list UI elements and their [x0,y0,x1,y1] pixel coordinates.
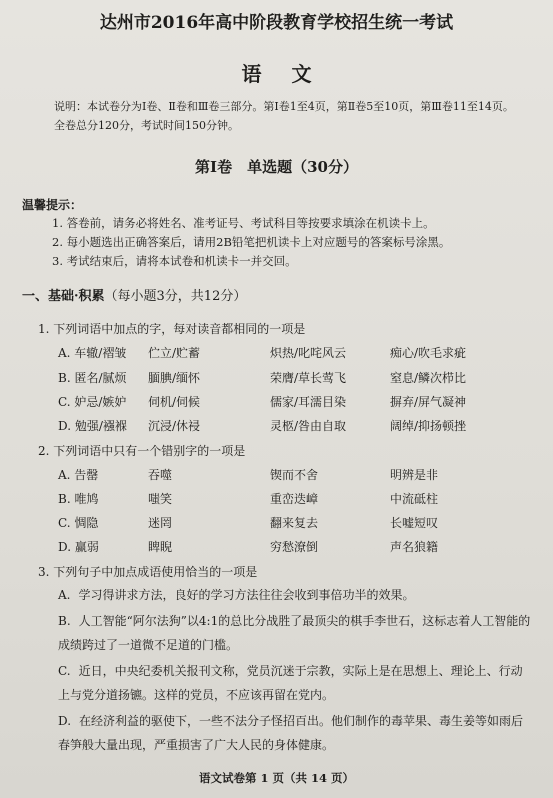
option-cell: A. 告罄 [58,468,99,482]
option-cell: 中流砥柱 [390,492,439,506]
question-2-option-b [58,490,528,510]
subject-title: 语文 [241,62,342,86]
question-3-stem: 3. 下列句子中加点成语使用恰当的一项是 [38,565,258,579]
option-cell: 儒家/耳濡目染 [270,395,347,409]
option-cell: 窒息/鳞次栉比 [390,371,467,385]
option-cell: 灵柩/咎由自取 [270,419,347,433]
option-cell: 伺机/伺候 [148,395,201,409]
question-2-option-d [58,538,528,558]
section-heading [22,285,246,304]
exam-title: 达州市2016年高中阶段教育学校招生统一考试 [99,13,454,33]
option-cell: 重峦迭嶂 [270,492,319,506]
option-cell: D. 勉强/襁褓 [58,419,127,433]
option-text: 人工智能“阿尔法狗”以4:1的总比分战胜了最顶尖的棋手李世石，这标志着人工智能的成绩跨过了一道微不足道的门槛。 [58,614,531,652]
option-cell: 摒弃/屏气凝神 [390,395,467,409]
question-2-option-c [58,514,528,534]
option-cell: 腼腆/缅怀 [148,371,201,385]
option-cell: 迷罔 [148,516,173,530]
question-2-stem: 2. 下列词语中只有一个错别字的一项是 [38,444,246,458]
option-cell: D. 赢弱 [58,540,99,554]
question-1-option-c [58,393,528,413]
option-label: D. [58,714,72,728]
page-footer: 语文试卷第 1 页（共 14 页） [198,771,355,785]
option-cell: 声名狼籍 [390,540,439,554]
option-cell: 穷愁潦倒 [270,540,319,554]
option-cell: 明辨是非 [390,468,439,482]
exam-description: 说明：本试卷分为Ⅰ卷、Ⅱ卷和Ⅲ卷三部分。第Ⅰ卷1至4页，第Ⅱ卷5至10页，第Ⅲ卷11至14页。全卷总分120分，考试时间150分钟。 [54,100,514,132]
option-cell: 炽热/叱咤风云 [270,346,347,360]
question-1-option-a [58,344,528,364]
option-label: A. [58,588,71,602]
option-text: 近日，中央纪委机关报刊文称，党员沉迷于宗教，实际上是在思想上、理论上、行动上与党分道扬镳。这样的党员，不应该再留在党内。 [58,664,523,702]
option-cell: A. 车辙/褶皱 [58,346,127,360]
tip-item: 3. 考试结束后，请将本试卷和机读卡一并交回。 [52,254,297,268]
option-cell: 阔绰/抑扬顿挫 [390,419,467,433]
question-3-option-a [58,583,532,607]
option-cell: 伫立/贮蓄 [148,346,201,360]
option-cell: 锲而不舍 [270,468,319,482]
option-cell: 痴心/吹毛求疵 [390,346,467,360]
option-text: 学习得讲求方法，良好的学习方法往往会收到事倍功半的效果。 [78,588,415,602]
section-title: 一、基础·积累 [22,289,105,304]
question-1-option-d [58,417,528,437]
question-1-stem: 1. 下列词语中加点的字，每对读音都相同的一项是 [38,322,306,336]
option-cell: 荣膺/草长莺飞 [270,371,347,385]
option-label: B. [58,614,71,628]
question-3-option-d [58,709,532,757]
option-cell: 吞噬 [148,468,173,482]
section-note: （每小题3分，共12分） [104,289,247,304]
tip-item: 1. 答卷前，请务必将姓名、准考证号、考试科目等按要求填涂在机读卡上。 [52,216,435,230]
option-label: C. [58,664,71,678]
option-cell: C. 惆隐 [58,516,99,530]
option-cell: 睥睨 [148,540,173,554]
option-cell: C. 妒忌/嫉妒 [58,395,127,409]
tips-heading: 温馨提示： [22,198,83,212]
option-text: 在经济利益的驱使下，一些不法分子怪招百出。他们制作的毒苹果、毒生姜等如雨后春笋般大量出现，严重损害了广大人民的身体健康。 [58,714,524,752]
option-cell: 长嘘短叹 [390,516,439,530]
volume-title: 第Ⅰ卷 单选题（30分） [195,158,358,176]
option-cell: 嗤笑 [148,492,173,506]
question-1-option-b [58,369,528,389]
option-cell: B. 唯鸠 [58,492,99,506]
option-cell: 沉浸/休祲 [148,419,201,433]
question-3-option-b [58,609,532,657]
option-cell: 翻来复去 [270,516,319,530]
question-2-option-a [58,466,528,486]
question-3-option-c [58,659,532,707]
option-cell: B. 匿名/腻烦 [58,371,127,385]
tip-item: 2. 每小题选出正确答案后，请用2B铅笔把机读卡上对应题号的答案标号涂黑。 [52,235,451,249]
